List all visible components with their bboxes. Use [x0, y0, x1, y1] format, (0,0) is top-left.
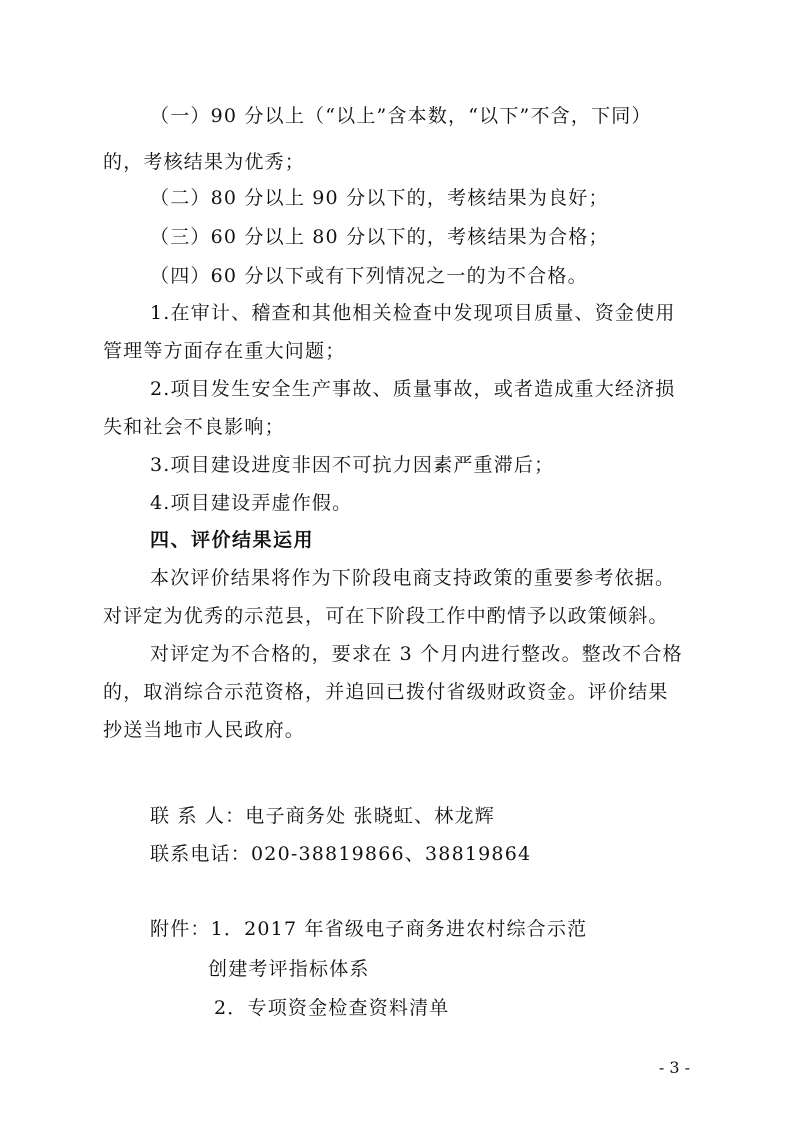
text-line: （一）90 分以上（“以上”含本数，“以下”不含，下同） [150, 105, 652, 127]
text-line: 对评定为不合格的，要求在 3 个月内进行整改。整改不合格 [150, 643, 683, 665]
text-line: 的，考核结果为优秀； [103, 151, 306, 173]
contact-phone: 联系电话：020-38819866、38819864 [150, 843, 532, 865]
text-line: 1.在审计、稽查和其他相关检查中发现项目质量、资金使用 [150, 302, 676, 324]
attachment-line: 附件：1．2017 年省级电子商务进农村综合示范 [150, 918, 588, 940]
text-line: 的，取消综合示范资格，并追回已拨付省级财政资金。评价结果 [103, 681, 669, 703]
text-line: 失和社会不良影响； [103, 416, 285, 438]
text-line: 3.项目建设进度非因不可抗力因素严重滞后； [150, 454, 555, 476]
text-line: 4.项目建设弄虚作假。 [150, 492, 353, 514]
text-line: （四）60 分以下或有下列情况之一的为不合格。 [150, 265, 588, 287]
text-line: 抄送当地市人民政府。 [103, 719, 306, 741]
text-line: （二）80 分以上 90 分以下的，考核结果为良好； [150, 187, 609, 209]
text-line: 本次评价结果将作为下阶段电商支持政策的重要参考依据。 [150, 567, 676, 589]
attachment-line: 创建考评指标体系 [208, 958, 370, 980]
section-heading: 四、评价结果运用 [150, 529, 315, 551]
contact-person: 联 系 人：电子商务处 张晓虹、林龙辉 [150, 805, 495, 827]
text-line: 管理等方面存在重大问题； [103, 340, 346, 362]
text-line: 对评定为优秀的示范县，可在下阶段工作中酌情予以政策倾斜。 [103, 605, 669, 627]
text-line: （三）60 分以上 80 分以下的，考核结果为合格； [150, 226, 609, 248]
page-number: - 3 - [658, 1058, 690, 1077]
text-line: 2.项目发生安全生产事故、质量事故，或者造成重大经济损 [150, 378, 676, 400]
attachment-line: 2．专项资金检查资料清单 [214, 997, 450, 1019]
